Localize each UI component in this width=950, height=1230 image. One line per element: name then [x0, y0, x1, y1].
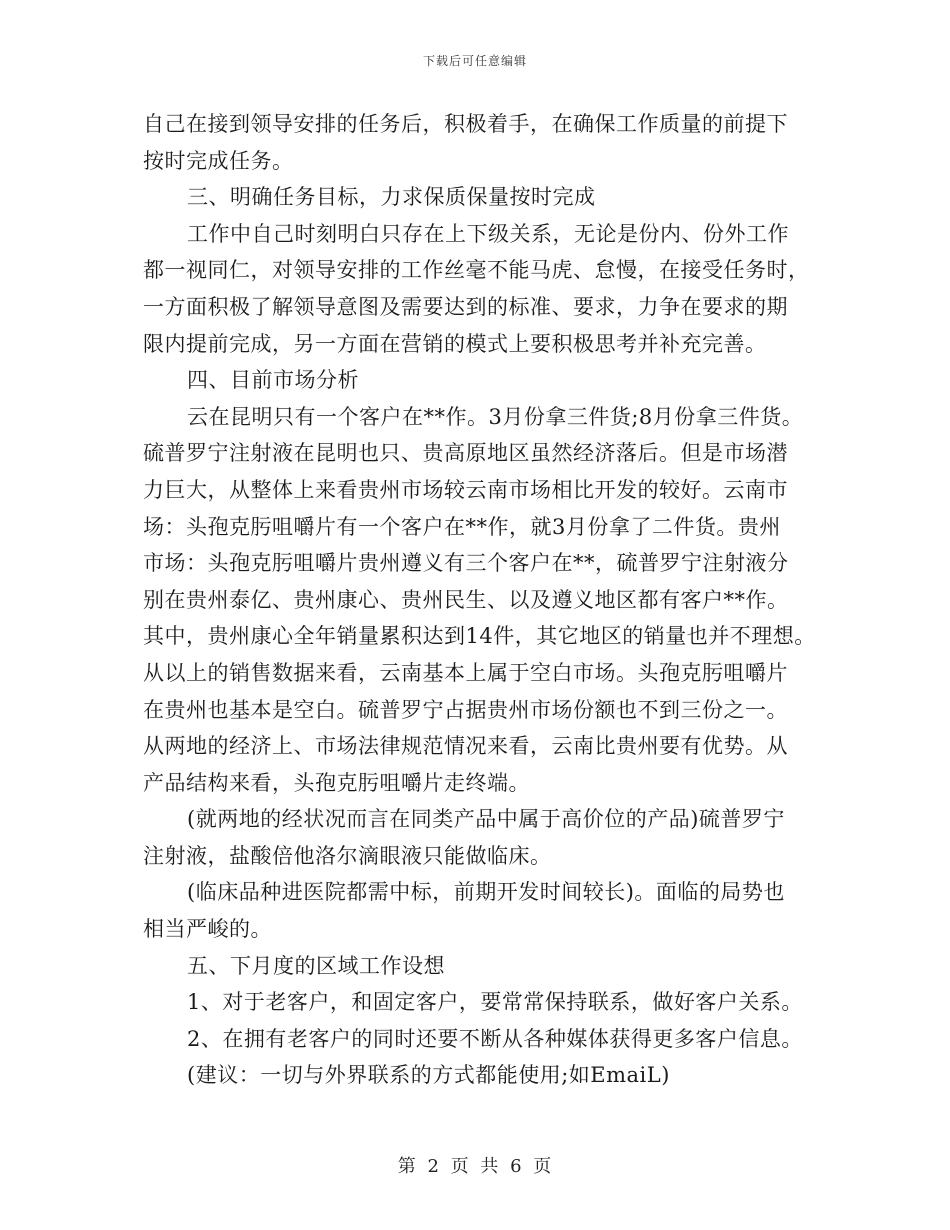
total-pages-number: 6 [510, 1156, 523, 1177]
text-line: (临床品种进医院都需中标，前期开发时间较长)。面临的局势也 [187, 880, 785, 905]
footer-prefix: 第 [397, 1156, 417, 1177]
text-line: 别在贵州泰亿、贵州康心、贵州民生、以及遵义地区都有客户**作。 [143, 587, 789, 612]
list-item: 1、对于老客户，和固定客户，要常常保持联系，做好客户关系。 [187, 990, 803, 1015]
text-line: 一方面积极了解领导意图及需要达到的标准、要求，力争在要求的期 [143, 294, 788, 319]
page-footer [0, 1152, 950, 1178]
text-line: 从以上的销售数据来看，云南基本上属于空白市场。头孢克肟咀嚼片 [143, 660, 788, 685]
text-line: 云在昆明只有一个客户在**作。3月份拿三件货;8月份拿三件货。 [187, 404, 804, 429]
text-line: 工作中自己时刻明白只存在上下级关系，无论是份内、份外工作 [187, 221, 789, 246]
text-line: 按时完成任务。 [143, 148, 294, 173]
text-line: 相当严峻的。 [143, 917, 272, 942]
text-line: 从两地的经济上、市场法律规范情况来看，云南比贵州要有优势。从 [143, 734, 788, 759]
section-heading: 三、明确任务目标，力求保质保量按时完成 [187, 185, 596, 210]
text-line: 都一视同仁，对领导安排的工作丝毫不能马虎、怠慢，在接受任务时， [143, 258, 810, 283]
text-line: 力巨大，从整体上来看贵州市场较云南市场相比开发的较好。云南市 [143, 477, 788, 502]
text-line: (就两地的经状况而言在同类产品中属于高价位的产品)硫普罗宁 [187, 807, 785, 832]
current-page-number: 2 [427, 1156, 440, 1177]
text-line: 限内提前完成，另一方面在营销的模式上要积极思考并补充完善。 [143, 331, 767, 356]
text-line: 在贵州也基本是空白。硫普罗宁占据贵州市场份额也不到三份之一。 [143, 697, 788, 722]
text-line: 注射液，盐酸倍他洛尔滴眼液只能做临床。 [143, 843, 552, 868]
text-line: 产品结构来看，头孢克肟咀嚼片走终端。 [143, 770, 530, 795]
text-line: 市场：头孢克肟咀嚼片贵州遵义有三个客户在**，硫普罗宁注射液分 [143, 551, 789, 576]
document-body [143, 106, 823, 1094]
text-line: 硫普罗宁注射液在昆明也只、贵高原地区虽然经济落后。但是市场潜 [143, 441, 788, 466]
footer-page-word: 页 [450, 1156, 470, 1177]
text-line: 场：头孢克肟咀嚼片有一个客户在**作，就3月份拿了二件货。贵州 [143, 514, 781, 539]
footer-suffix: 页 [533, 1156, 553, 1177]
text-line: (建议：一切与外界联系的方式都能使用;如EmaiL) [187, 1063, 670, 1088]
footer-total-word: 共 [480, 1156, 500, 1177]
section-heading: 四、目前市场分析 [187, 368, 359, 393]
text-line: 其中，贵州康心全年销量累积达到14件，其它地区的销量也并不理想。 [143, 624, 816, 649]
section-heading: 五、下月度的区域工作设想 [187, 953, 445, 978]
list-item: 2、在拥有老客户的同时还要不断从各种媒体获得更多客户信息。 [187, 1026, 803, 1051]
text-line: 自己在接到领导安排的任务后，积极着手，在确保工作质量的前提下 [143, 112, 788, 136]
page-header: 下载后可任意编辑 [422, 54, 527, 68]
